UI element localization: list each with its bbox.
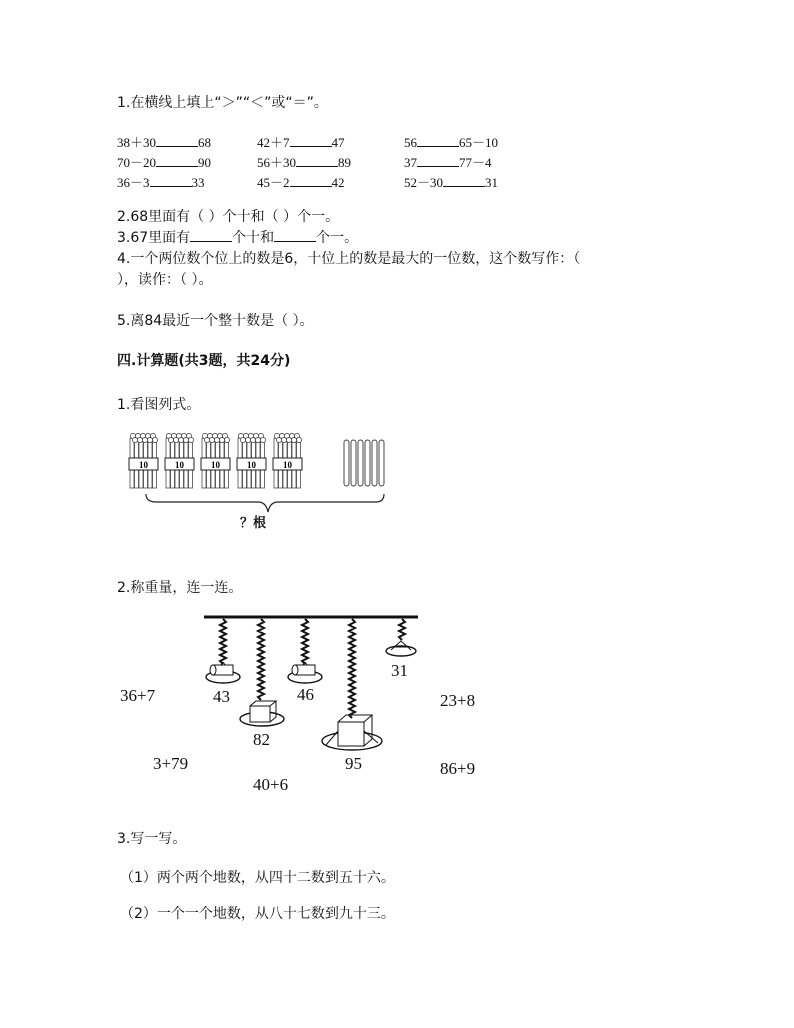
weight-label: 46 <box>297 685 314 704</box>
q4-line2: ），读作：（ ）。 <box>117 272 213 288</box>
calc3-item: （1）两个两个地数，从四十二数到五十六。 <box>120 870 395 886</box>
left-expr: 56＋30 <box>257 155 297 170</box>
scale-pan-5 <box>386 641 416 656</box>
right-expr: 68 <box>198 135 212 150</box>
section-heading: 四.计算题(共3题，共24分) <box>117 353 291 369</box>
right-expr: 90 <box>198 155 212 170</box>
expression-card[interactable]: 23+8 <box>440 691 476 710</box>
expression-card[interactable]: 3+79 <box>153 754 189 773</box>
q2-text: 2.68里面有（ ）个十和（ ）个一。 <box>117 209 340 225</box>
calc2-title: 2.称重量，连一连。 <box>117 580 243 596</box>
left-expr: 38＋30 <box>117 135 157 150</box>
left-expr: 70－20 <box>117 155 157 170</box>
q4-line1: 4.一个两位数个位上的数是6，十位上的数是最大的一位数，这个数写作：（ <box>117 251 581 267</box>
expression-card[interactable]: 40+6 <box>253 775 289 794</box>
q3-part-b: 个十和 <box>232 230 275 246</box>
q3-part-a: 3.67里面有 <box>117 230 191 246</box>
left-expr: 36－3 <box>117 175 150 190</box>
right-expr: 89 <box>338 155 352 170</box>
expression-card[interactable]: 36+7 <box>120 686 156 705</box>
weight-label: 95 <box>345 754 362 773</box>
right-expr: 65－10 <box>459 135 499 150</box>
left-expr: 56 <box>404 135 417 150</box>
scale-pan-4 <box>322 715 382 750</box>
spring-3 <box>302 619 308 664</box>
bundle-label: 10 <box>283 460 292 470</box>
spring-4 <box>349 619 355 718</box>
scale-pan-2 <box>240 701 284 726</box>
weight-label: 43 <box>213 687 230 706</box>
sticks-question: ？根 <box>240 515 267 530</box>
spring-1 <box>220 619 226 664</box>
weight-label: 82 <box>253 730 270 749</box>
q3-part-c: 个一。 <box>316 230 359 246</box>
bundle-label: 10 <box>211 460 220 470</box>
right-expr: 31 <box>485 175 499 190</box>
right-expr: 77－4 <box>459 155 492 170</box>
left-expr: 37 <box>404 155 417 170</box>
bundle-label: 10 <box>139 460 148 470</box>
q1-title: 1.在横线上填上“＞”“＜”或“＝”。 <box>117 95 328 111</box>
weight-label: 31 <box>391 661 408 680</box>
left-expr: 45－2 <box>257 175 290 190</box>
q5-text: 5.离84最近一个整十数是（ ）。 <box>117 313 314 329</box>
left-expr: 42＋7 <box>257 135 290 150</box>
right-expr: 47 <box>331 135 345 150</box>
spring-5 <box>399 619 405 640</box>
calc3-item: （2）一个一个地数，从八十七数到九十三。 <box>120 906 395 922</box>
calc1-title: 1.看图列式。 <box>117 397 201 413</box>
left-expr: 52－30 <box>404 175 444 190</box>
scale-pan-1 <box>206 662 240 683</box>
expression-card[interactable]: 86+9 <box>440 759 476 778</box>
bundle-label: 10 <box>175 460 184 470</box>
bundle-label: 10 <box>247 460 256 470</box>
right-expr: 33 <box>191 175 205 190</box>
spring-2 <box>258 619 264 700</box>
scale-pan-3 <box>288 662 322 683</box>
calc3-title: 3.写一写。 <box>117 831 187 847</box>
right-expr: 42 <box>331 175 345 190</box>
